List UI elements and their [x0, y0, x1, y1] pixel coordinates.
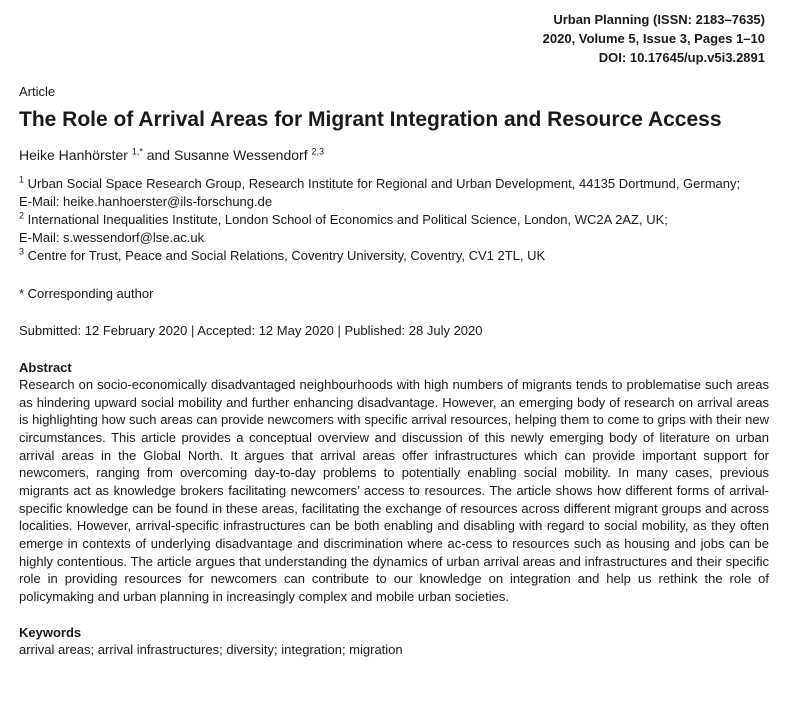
publication-dates: Submitted: 12 February 2020 | Accepted: 12 May 2020 | Published: 28 July 2020 — [19, 323, 483, 338]
keywords-text: arrival areas; arrival infrastructures; diversity; integration; migration — [19, 641, 403, 657]
affiliation-1-text: Urban Social Space Research Group, Research Institute for Regional and Urban Development, 44135 Dortmund, Germany; — [24, 176, 741, 191]
author-1-name: Heike Hanhörster — [19, 147, 128, 163]
affiliation-3-text: Centre for Trust, Peace and Social Relations, Coventry University, Coventry, CV1 2TL, UK — [24, 248, 546, 263]
author-1-affiliation: 1,* — [131, 146, 143, 157]
affiliation-3 — [19, 247, 769, 265]
affiliation-2-text: International Inequalities Institute, London School of Economics and Political Science, London, WC2A 2AZ, UK; — [24, 212, 668, 227]
journal-doi: DOI: 10.17645/up.v5i3.2891 — [598, 50, 765, 65]
corresponding-author-note: * Corresponding author — [19, 286, 154, 301]
author-2-affiliation: 2,3 — [311, 146, 324, 157]
affiliation-1 — [19, 175, 769, 193]
affiliation-2 — [19, 211, 769, 229]
paper-title: The Role of Arrival Areas for Migrant Integration and Resource Access — [19, 108, 722, 131]
author-2-name: Susanne Wessendorf — [173, 147, 308, 163]
affiliation-2-number: 2 — [19, 210, 25, 221]
affiliation-3-number: 3 — [19, 246, 25, 257]
affiliation-2-email: E-Mail: s.wessendorf@lse.ac.uk — [19, 230, 205, 245]
paper-content — [19, 84, 769, 658]
keywords-heading: Keywords — [19, 624, 82, 640]
affiliation-1-number: 1 — [19, 174, 25, 185]
author-conjunction: and — [142, 147, 174, 163]
abstract-heading: Abstract — [19, 360, 72, 375]
affiliations — [19, 175, 769, 265]
author-list — [19, 145, 769, 165]
article-type: Article — [19, 84, 56, 99]
abstract-text: Research on socio-economically disadvantaged neighbourhoods with high numbers of migrants tends to problematise such areas as hindering upward social mobility and further enhancing disadvantage. However, an emerging body of research on arrival areas is highlighting how such areas can provide newcomers with specific arrival resources, helping them to come to grips with their new circumstances. This article provides a conceptual overview and discussion of this newly emerging body of literature on urban arrival areas in the Global North. It argues that arrival areas offer infrastructures which can provide important support for newcomers, ranging from overcoming day-to-day problems to potentially enabling social mobility. In many cases, previous migrants act as knowledge brokers facilitating newcomers’ access to resources. The article shows how different forms of arrival-specific knowledge can be found in these areas, facilitating the exchange of resources across different migrant groups and across localities. However, arrival-specific infrastructures can be both enabling and disabling with regard to social mobility, as they often emerge in contexts of underlying disadvantage and discrimination where ac-cess to resources such as housing and jobs can be highly contentious. The article argues that understanding the dynamics of urban arrival areas and infrastructures and their specific role in providing resources for newcomers can contribute to our knowledge on integration and help us rethink the role of policymaking and urban planning in increasingly complex and mobile urban societies. — [19, 377, 769, 604]
affiliation-1-email: E-Mail: heike.hanhoerster@ils-forschung.de — [19, 194, 273, 209]
journal-info — [543, 10, 765, 67]
journal-volume: 2020, Volume 5, Issue 3, Pages 1–10 — [542, 31, 765, 46]
journal-issn: Urban Planning (ISSN: 2183–7635) — [553, 12, 765, 27]
